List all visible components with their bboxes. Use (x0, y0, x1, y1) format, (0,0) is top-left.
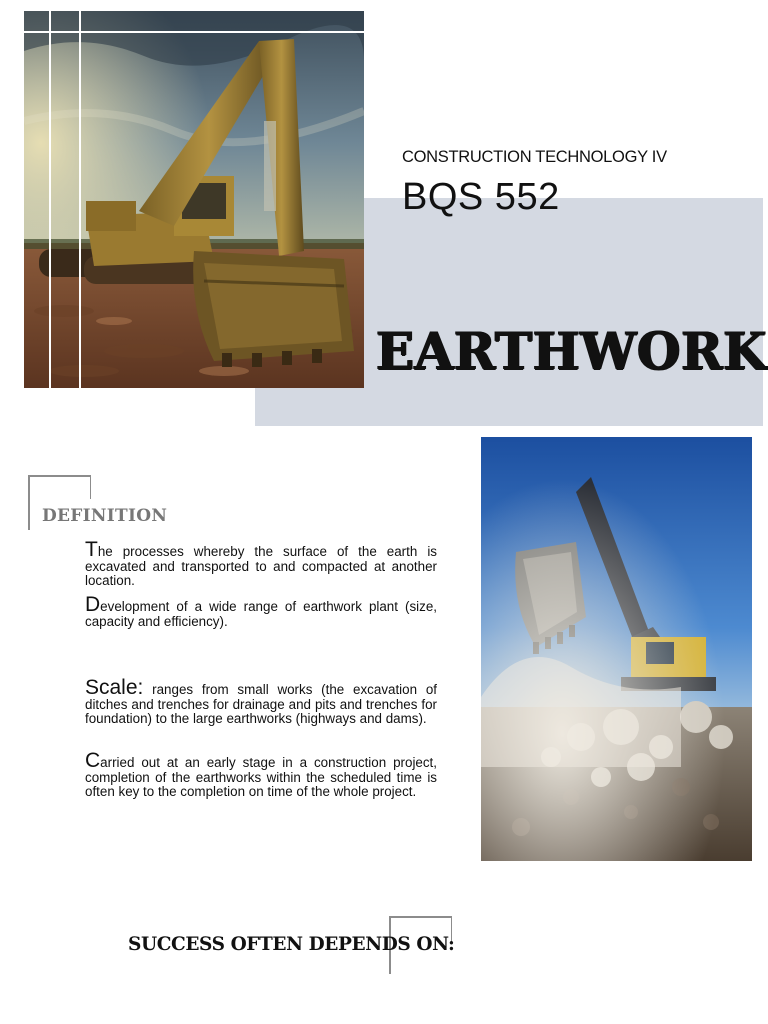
drop-initial: D (85, 593, 101, 616)
definition-heading: DEFINITION (42, 506, 168, 526)
frame-line-vertical-right (79, 11, 81, 388)
paragraph-text: evelopment of a wide range of earthwork plant (size, capacity and efficiency). (85, 599, 437, 629)
drop-initial: T (85, 538, 98, 561)
main-title: EARTHWORK (376, 322, 768, 382)
stage-paragraph (85, 749, 437, 800)
drop-initial: C (85, 749, 101, 772)
scale-label: Scale: (85, 676, 144, 699)
definition-paragraph-1 (85, 538, 437, 589)
frame-line-vertical-left (49, 11, 51, 388)
success-heading: SUCCESS OFTEN DEPENDS ON: (128, 934, 455, 955)
course-code: BQS 552 (402, 176, 560, 218)
paragraph-text: he processes whereby the surface of the earth is excavated and transported to and compacted at another location. (85, 544, 437, 588)
paragraph-text: ranges from small works (the excavation of ditches and trenches for drainage and pits and trenches for foundation) to the large earthworks (highways and dams). (85, 682, 437, 726)
frame-line-horizontal (24, 31, 364, 33)
excavator-on-dirt-photo (24, 11, 364, 388)
paragraph-text: arried out at an early stage in a construction project, completion of the earthworks within the scheduled time is often key to the completion on time of the whole project. (85, 755, 437, 799)
excavator-demolition-photo (481, 437, 752, 861)
definition-paragraph-2 (85, 593, 437, 629)
scale-paragraph (85, 676, 437, 727)
course-title: CONSTRUCTION TECHNOLOGY IV (402, 148, 667, 166)
